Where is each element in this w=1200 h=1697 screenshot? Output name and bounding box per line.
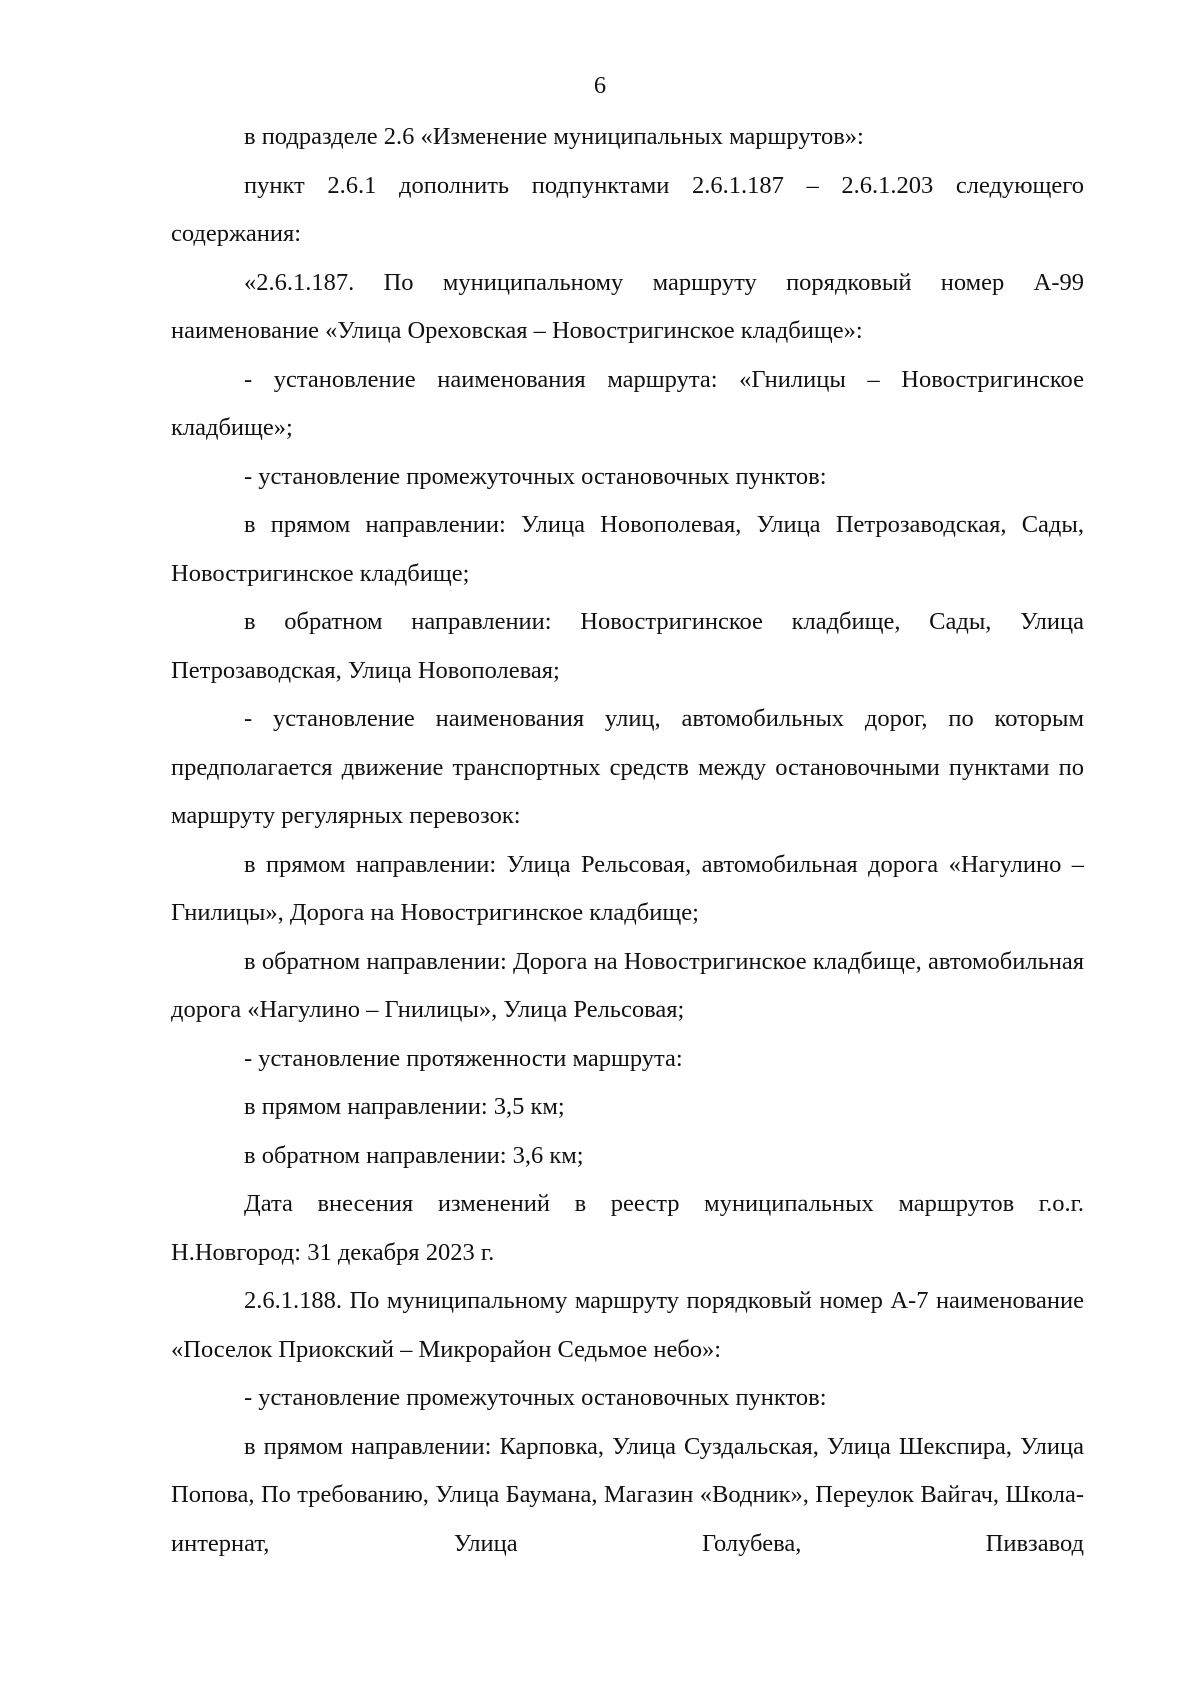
paragraph-amendment-intro: пункт 2.6.1 дополнить подпунктами 2.6.1.187 – 2.6.1.203 следующего содержания: (171, 171, 1084, 247)
paragraph-187-streets-heading: - установление наименования улиц, автомобильных дорог, по которым предполагается движение транспортных средств между остановочными пунктами по маршруту регулярных перевозок: (171, 705, 1084, 829)
paragraph-187-streets-forward: в прямом направлении: Улица Рельсовая, автомобильная дорога «Нагулино – Гнилицы», Дорога на Новостригинское кладбище; (171, 850, 1084, 926)
paragraph-187-length-backward: в обратном направлении: 3,6 км; (244, 1141, 584, 1169)
paragraph-188-stops-forward: в прямом направлении: Карповка, Улица Суздальская, Улица Шекспира, Улица Попова, По требованию, Улица Баумана, Магазин «Водник», Переулок Вайгач, Школа-интернат, Улица Голубева, Пивзавод (171, 1432, 1084, 1557)
document-body (171, 113, 1084, 1568)
paragraph-187-heading: «2.6.1.187. По муниципальному маршруту порядковый номер А-99 наименование «Улица Ореховская – Новостригинское кладбище»: (171, 268, 1084, 344)
paragraph-187-stops-heading: - установление промежуточных остановочных пунктов: (244, 462, 827, 490)
paragraph-187-streets-backward: в обратном направлении: Дорога на Новостригинское кладбище, автомобильная дорога «Нагулино – Гнилицы», Улица Рельсовая; (171, 947, 1084, 1023)
paragraph-188-stops-heading: - установление промежуточных остановочных пунктов: (244, 1384, 827, 1411)
paragraph-subsection-header: в подразделе 2.6 «Изменение муниципальных маршрутов»: (244, 123, 864, 150)
paragraph-187-stops-forward: в прямом направлении: Улица Новополевая, Улица Петрозаводская, Сады, Новостригинское кладбище; (171, 511, 1084, 587)
page-number: 6 (593, 72, 607, 99)
paragraph-187-registry-date: Дата внесения изменений в реестр муниципальных маршрутов г.о.г. Н.Новгород: 31 декабря 2023 г. (171, 1190, 1084, 1266)
paragraph-187-route-name: - установление наименования маршрута: «Гнилицы – Новостригинское кладбище»; (171, 365, 1084, 441)
paragraph-188-heading: 2.6.1.188. По муниципальному маршруту порядковый номер А-7 наименование «Поселок Приокский – Микрорайон Седьмое небо»: (171, 1287, 1084, 1363)
paragraph-187-length-forward: в прямом направлении: 3,5 км; (244, 1093, 565, 1120)
paragraph-187-stops-backward: в обратном направлении: Новостригинское кладбище, Сады, Улица Петрозаводская, Улица Новополевая; (171, 608, 1084, 684)
paragraph-187-length-heading: - установление протяженности маршрута: (244, 1044, 683, 1072)
